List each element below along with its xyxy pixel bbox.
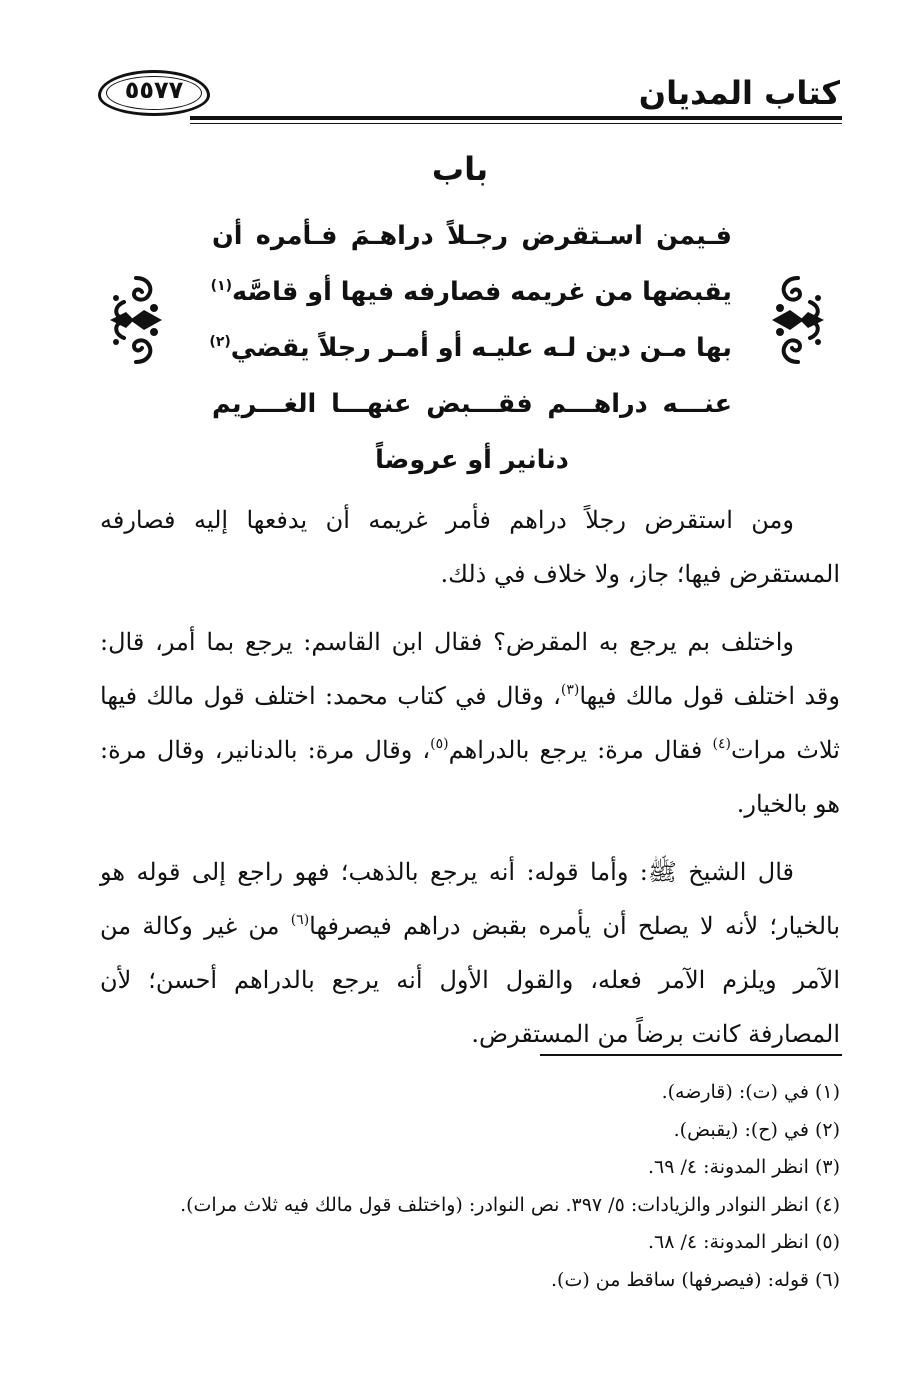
paragraph bbox=[100, 845, 840, 1061]
footnote-item: (٣) انظر المدونة: ٤/ ٦٩. bbox=[647, 1156, 840, 1178]
header-rule-thin bbox=[190, 123, 842, 124]
chapter-title bbox=[209, 208, 732, 488]
paragraph: ومن استقرض رجلاً دراهم فأمر غريمه أن يدفعها إليه فصارفه المستقرض فيها؛ جاز، ولا خلاف في ذلك. bbox=[100, 506, 840, 588]
paragraph-text: ، وقال في كتاب محمد: اختلف قول مالك فيها ثلاث مرات bbox=[100, 682, 840, 764]
footnote-separator bbox=[540, 1054, 842, 1056]
footnote-item: (٥) انظر المدونة: ٤/ ٦٨. bbox=[647, 1231, 840, 1253]
paragraph-text: واختلف بم يرجع به المقرض؟ فقال ابن القاسم: يرجع بما أمر، قال: وقد اختلف قول مالك فيها bbox=[100, 628, 840, 710]
page-number: ٥٥٧٧ bbox=[124, 76, 184, 104]
chapter-title-line: عنـــه دراهـــم فقـــبض عنهـــا الغـــريم bbox=[212, 389, 732, 419]
footnote-marker[interactable]: (٦) bbox=[290, 912, 310, 928]
footnote-item: (١) في (ت): (قارضه). bbox=[661, 1081, 840, 1103]
footnote-marker[interactable]: (٤) bbox=[712, 736, 731, 752]
footnote-item: (٢) في (ح): (يقبض). bbox=[673, 1118, 840, 1141]
footnotes bbox=[100, 1074, 840, 1299]
footnote-marker[interactable]: (١) bbox=[210, 278, 232, 294]
paragraph-text: قال الشيخ ﷺ: وأما قوله: أنه يرجع بالذهب؛ فهو راجع إلى قوله هو بالخيار؛ لأنه لا يصلح أن يأمره بقبض دراهم فيصرفها bbox=[100, 858, 840, 940]
floral-ornament-icon bbox=[766, 272, 830, 368]
footnote-marker[interactable]: (٢) bbox=[209, 334, 231, 350]
footnote-marker[interactable]: (٥) bbox=[430, 736, 449, 752]
footnote-marker[interactable]: (٣) bbox=[560, 682, 580, 698]
footnote-item: (٦) قوله: (فيصرفها) ساقط من (ت). bbox=[551, 1268, 840, 1291]
main-text bbox=[100, 493, 840, 1075]
chapter-title-line bbox=[212, 264, 732, 320]
chapter-title-text: يقبضها من غريمه فصارفه فيها أو قاصَّه bbox=[231, 277, 732, 307]
header-rule bbox=[190, 116, 842, 120]
footnote-item: (٤) انظر النوادر والزيادات: ٥/ ٣٩٧. نص النوادر: (واختلف قول مالك فيه ثلاث مرات). bbox=[180, 1193, 840, 1216]
paragraph-text: من غير وكالة من الآمر ويلزم الآمر فعله، والقول الأول أنه يرجع بالدراهم أحسن؛ لأن المصارفة كانت برضاً من المستقرض. bbox=[100, 912, 840, 1048]
running-head: كتاب المديان bbox=[638, 74, 840, 112]
paragraph bbox=[100, 615, 840, 831]
chapter-label: باب bbox=[431, 150, 489, 188]
chapter-title-text: بها مـن دين لـه عليـه أو أمـر رجلاً يقضي bbox=[230, 333, 732, 363]
chapter-title-line: دنانير أو عروضاً bbox=[375, 445, 569, 475]
chapter-title-line bbox=[209, 320, 732, 376]
chapter-title-line: فـيمن اسـتقرض رجـلاً دراهـمَ فـأمره أن bbox=[212, 221, 732, 251]
floral-ornament-icon bbox=[104, 272, 168, 368]
paragraph-text: فقال مرة: يرجع بالدراهم bbox=[448, 736, 713, 764]
paragraph-text: ، وقال مرة: بالدنانير، وقال مرة: هو بالخيار. bbox=[100, 736, 840, 818]
